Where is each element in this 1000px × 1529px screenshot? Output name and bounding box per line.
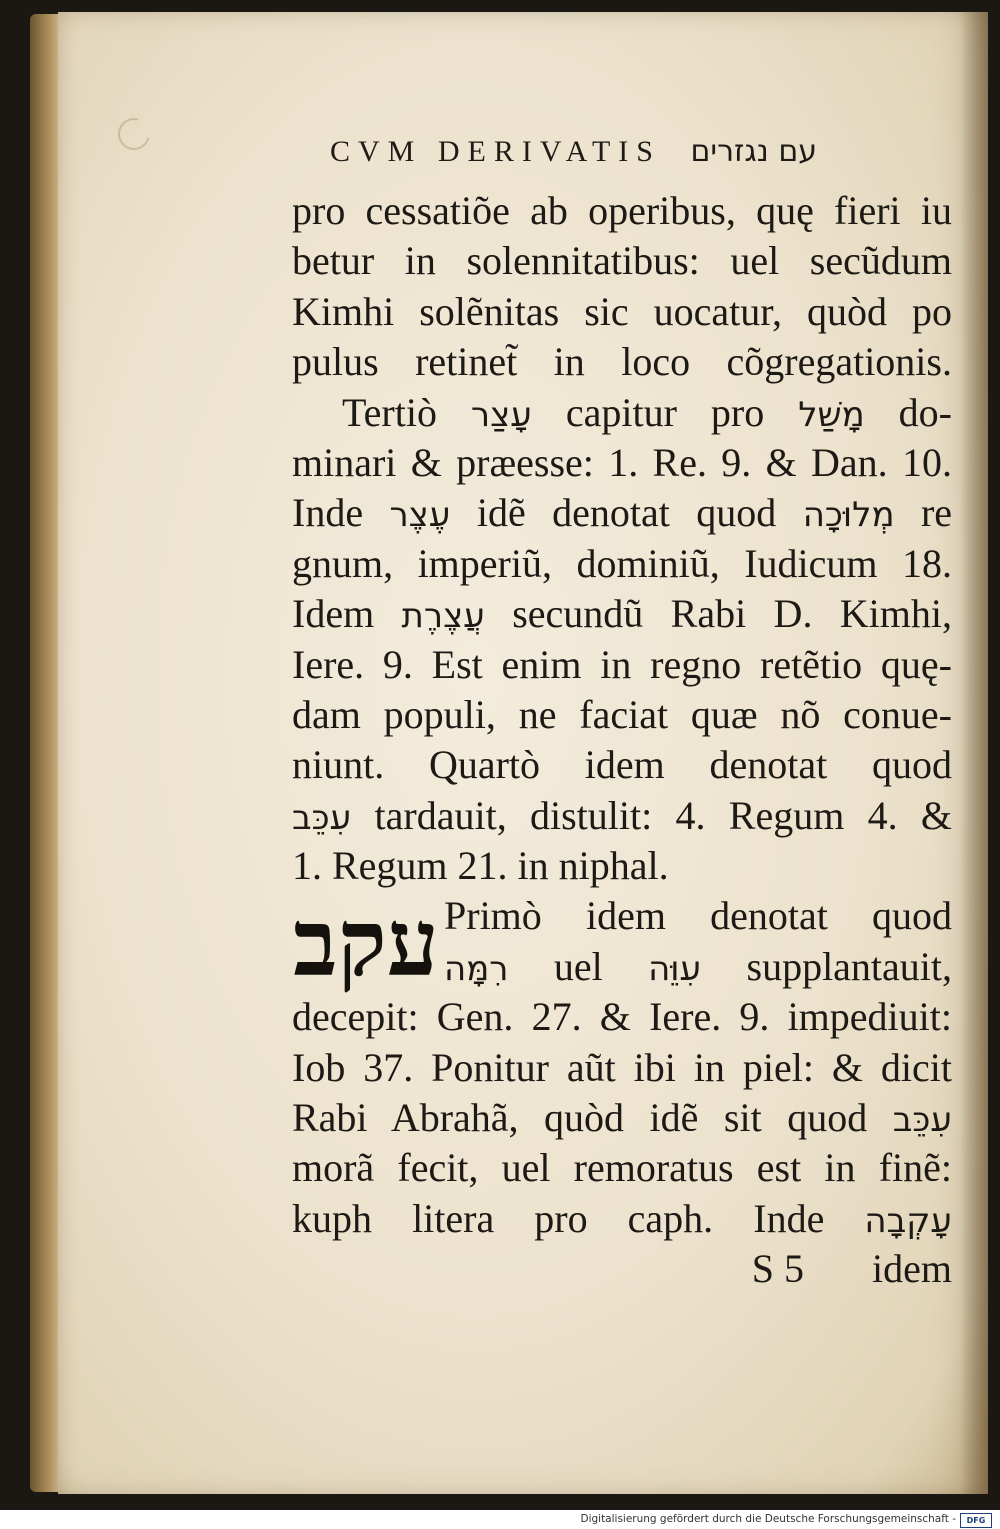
- latin-word: secundũ Rabi D. Kimhi,: [512, 591, 952, 637]
- hebrew-word: רִמָּה: [444, 948, 509, 989]
- entry-headword: עקב: [293, 889, 439, 998]
- text-line: [292, 589, 952, 639]
- text-line: decepit: Gen. 27. & Iere. 9. impediuit:: [292, 994, 952, 1040]
- latin-word: idẽ denotat quod: [476, 490, 777, 536]
- hebrew-word: עִכֵּב: [292, 797, 352, 838]
- credit-text: Digitalisierung gefördert durch die Deutsche Forschungsgemeinschaft -: [580, 1513, 956, 1525]
- text-line: [292, 1194, 952, 1244]
- digitization-credit: [0, 1510, 1000, 1529]
- body-text: [292, 186, 952, 1295]
- catchword: idem: [872, 1246, 952, 1292]
- text-line: [292, 791, 952, 841]
- hebrew-word: עִוֵּה: [648, 948, 702, 989]
- hebrew-word: עֶצֶר: [389, 495, 451, 536]
- text-line: [292, 388, 952, 438]
- hebrew-word: עָצַר: [470, 394, 532, 435]
- latin-word: tardauit, distulit: 4. Regum 4. &: [374, 792, 952, 838]
- hebrew-word: עָקְבָה: [864, 1200, 952, 1241]
- page-footer-line: [292, 1244, 952, 1294]
- hebrew-word: עִכֵּב: [892, 1100, 952, 1141]
- text-line: minari & præesse: 1. Re. 9. & Dan. 10.: [292, 439, 952, 485]
- text-line: pro cessatiõe ab operibus, quę fieri iu: [292, 188, 952, 233]
- text-line: dam populi, ne faciat quæ nõ conue-: [292, 691, 952, 737]
- running-head: [330, 134, 930, 174]
- text-line: betur in solennitatibus: uel secũdum: [292, 238, 952, 284]
- latin-word: uel: [553, 943, 603, 989]
- latin-word: Inde: [292, 490, 364, 536]
- latin-word: capitur pro: [565, 389, 765, 435]
- latin-word: Inde: [753, 1195, 825, 1241]
- lexicon-entry: [292, 891, 952, 1244]
- text-line: Iere. 9. Est enim in regno retẽtio quę-: [292, 641, 952, 687]
- text-line: morã fecit, uel remoratus est in finẽ:: [292, 1145, 952, 1191]
- latin-word: kuph litera pro caph.: [292, 1195, 714, 1241]
- latin-word: re: [920, 490, 952, 536]
- text-line: Primò idem denotat quod: [444, 893, 952, 939]
- latin-word: do-: [898, 389, 952, 435]
- text-line: niunt. Quartò idem denotat quod: [292, 742, 952, 788]
- hebrew-word: מָשַׁל: [798, 394, 865, 435]
- hebrew-word: עֲצֶרֶת: [401, 596, 485, 637]
- latin-word: Rabi Abrahã, quòd idẽ sit quod: [292, 1095, 868, 1141]
- hebrew-word: מְלוּכָה: [802, 495, 895, 536]
- running-head-hebrew: עם נגזרים: [690, 134, 818, 169]
- text-line: gnum, imperiũ, dominiũ, Iudicum 18.: [292, 540, 952, 586]
- text-line: 1. Regum 21. in niphal.: [292, 843, 669, 889]
- dfg-logo: DFG: [960, 1513, 992, 1528]
- text-line: [292, 1093, 952, 1143]
- latin-word: Tertiò: [342, 389, 437, 435]
- signature-mark: S 5: [751, 1246, 805, 1292]
- latin-word: supplantauit,: [746, 943, 952, 989]
- gutter-shadow: [960, 12, 988, 1494]
- text-line: [292, 488, 952, 538]
- text-line: Iob 37. Ponitur aũt ibi in piel: & dicit: [292, 1044, 952, 1090]
- latin-word: Idem: [292, 591, 375, 637]
- text-line: Kimhi solẽnitas sic uocatur, quòd po: [292, 288, 952, 334]
- text-line: pulus retinet̃ in loco cõgregationis.: [292, 339, 952, 385]
- running-head-latin: CVM DERIVATIS: [330, 135, 661, 168]
